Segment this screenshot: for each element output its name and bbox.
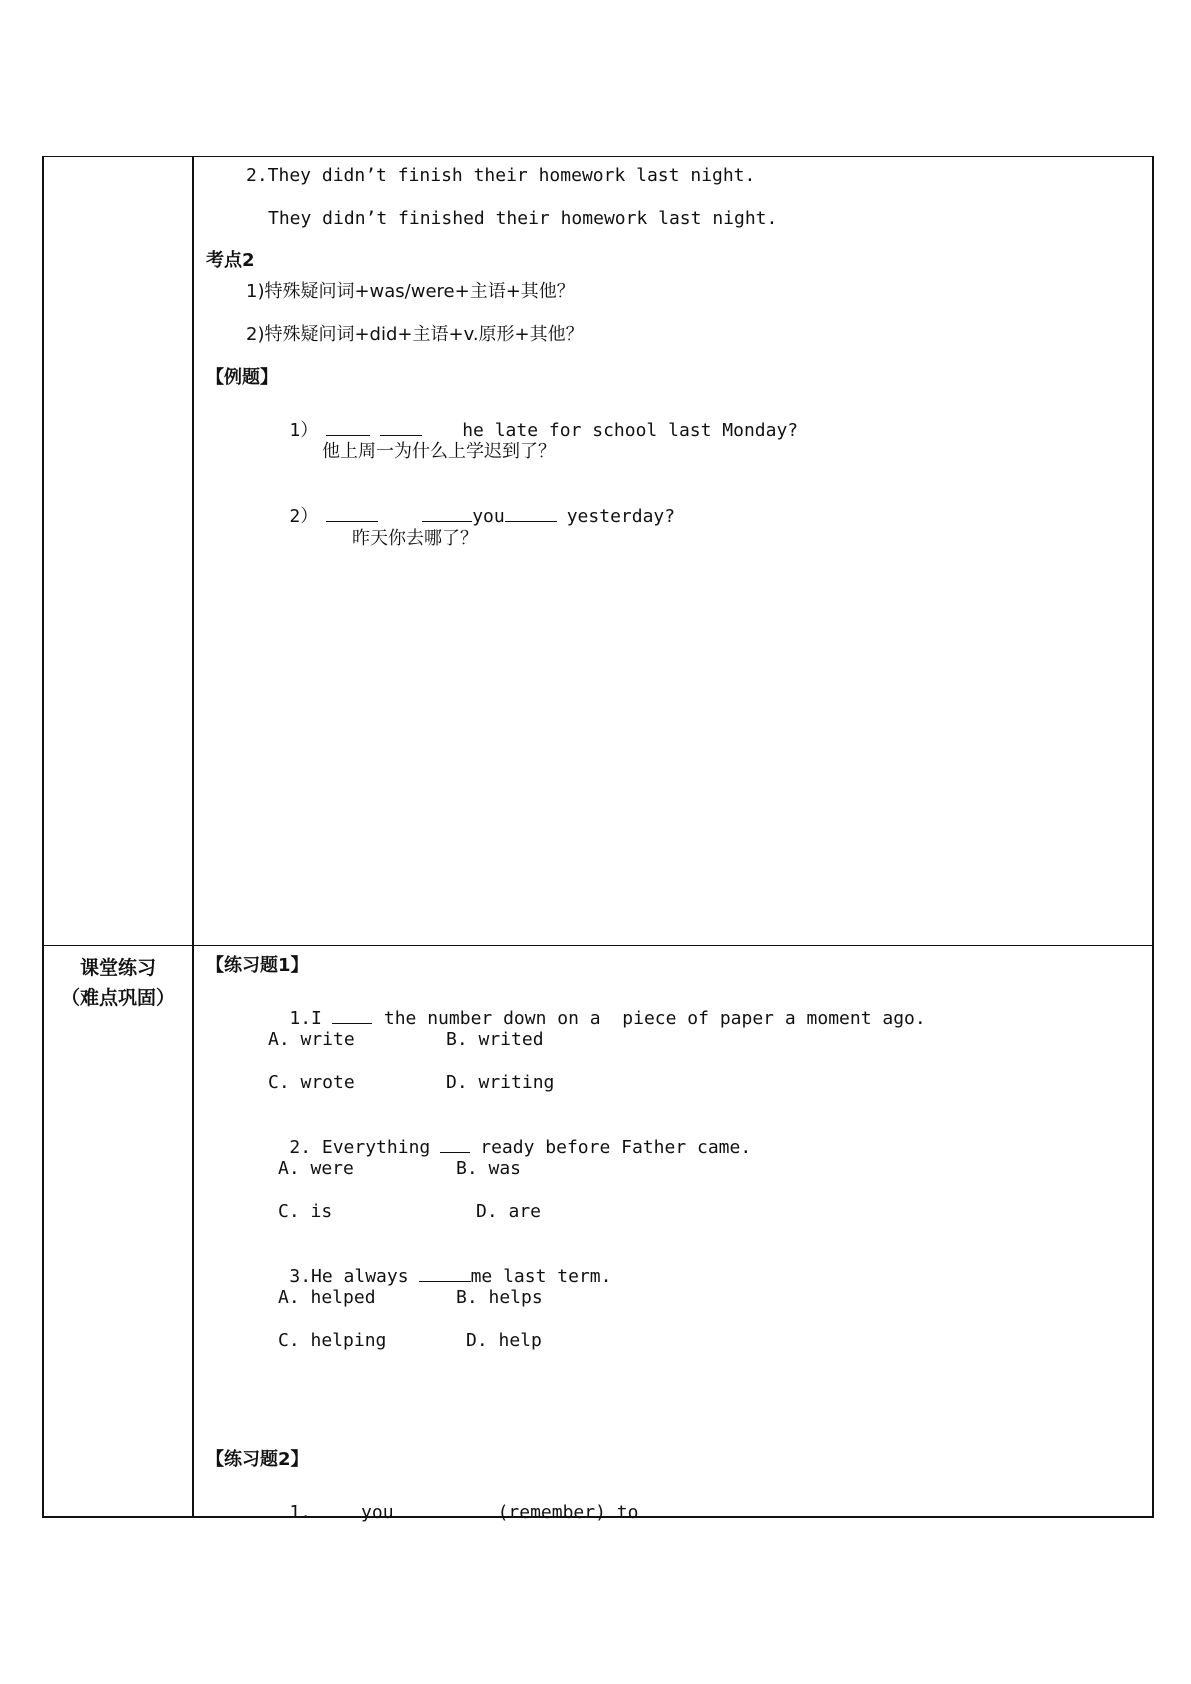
question-3-text: me last term.	[470, 1266, 612, 1287]
example-heading: 【例题】	[206, 367, 278, 388]
option-2d[interactable]: D. are	[476, 1201, 542, 1222]
option-3a[interactable]: A. helped	[278, 1287, 376, 1308]
blank[interactable]	[404, 1503, 486, 1518]
option-1a[interactable]: A. write	[268, 1029, 355, 1050]
option-1d[interactable]: D. writing	[446, 1072, 555, 1093]
option-2c[interactable]: C. is	[278, 1201, 333, 1222]
practice-2-question-1	[246, 1480, 638, 1546]
section-label-line2: （难点巩固）	[60, 987, 175, 1009]
kaodian-heading: 考点2	[206, 250, 255, 271]
question-1-text: the number down on a piece of paper a moment ago.	[383, 1008, 926, 1029]
table-left-border	[42, 157, 44, 1516]
blank[interactable]	[326, 421, 370, 436]
question-2-lead: 2. Everything	[289, 1137, 431, 1158]
blank[interactable]	[419, 1267, 471, 1282]
example-2-number: 2）	[289, 506, 319, 527]
grammar-example-incorrect: They didn’t finished their homework last night.	[268, 208, 778, 229]
blank[interactable]	[505, 507, 557, 522]
question-2-text: ready before Father came.	[480, 1137, 752, 1158]
example-2-you: you	[472, 506, 505, 527]
worksheet-table	[42, 156, 1154, 1523]
question-1-lead: 1.I	[289, 1008, 322, 1029]
example-2-translation: 昨天你去哪了？	[352, 528, 478, 549]
p2-question-1-you: you	[361, 1502, 394, 1523]
rule-2: 2)特殊疑问词+did+主语+v.原形+其他？	[246, 324, 584, 345]
option-1b[interactable]: B. writed	[446, 1029, 544, 1050]
blank[interactable]	[326, 507, 378, 522]
blank[interactable]	[311, 1503, 351, 1518]
practice-1-heading: 【练习题1】	[206, 955, 309, 976]
option-3c[interactable]: C. helping	[278, 1330, 387, 1351]
example-1-number: 1）	[289, 420, 319, 441]
option-3b[interactable]: B. helps	[456, 1287, 543, 1308]
section-label-line1: 课堂练习	[79, 957, 156, 979]
blank[interactable]	[380, 421, 422, 436]
example-1-translation: 他上周一为什么上学迟到了？	[322, 441, 556, 462]
question-3-lead: 3.He always	[289, 1266, 409, 1287]
practice-2-heading: 【练习题2】	[206, 1449, 309, 1470]
p2-question-1-number: 1.	[289, 1502, 312, 1523]
blank[interactable]	[422, 507, 472, 522]
table-right-border	[1152, 157, 1154, 1516]
example-1-text: he late for school last Monday?	[462, 420, 799, 441]
option-3d[interactable]: D. help	[466, 1330, 542, 1351]
grammar-example-correct: 2.They didn’t finish their homework last night.	[246, 165, 756, 186]
blank[interactable]	[332, 1009, 372, 1024]
rule-1: 1)特殊疑问词+was/were+主语+其他？	[246, 281, 575, 302]
option-2b[interactable]: B. was	[456, 1158, 522, 1179]
option-2a[interactable]: A. were	[278, 1158, 354, 1179]
column-divider	[192, 157, 194, 1516]
row-divider	[42, 945, 1154, 946]
blank[interactable]	[440, 1138, 470, 1153]
p2-question-1-text: (remember) to	[497, 1502, 639, 1523]
option-1c[interactable]: C. wrote	[268, 1072, 355, 1093]
example-2-end: yesterday?	[566, 506, 676, 527]
